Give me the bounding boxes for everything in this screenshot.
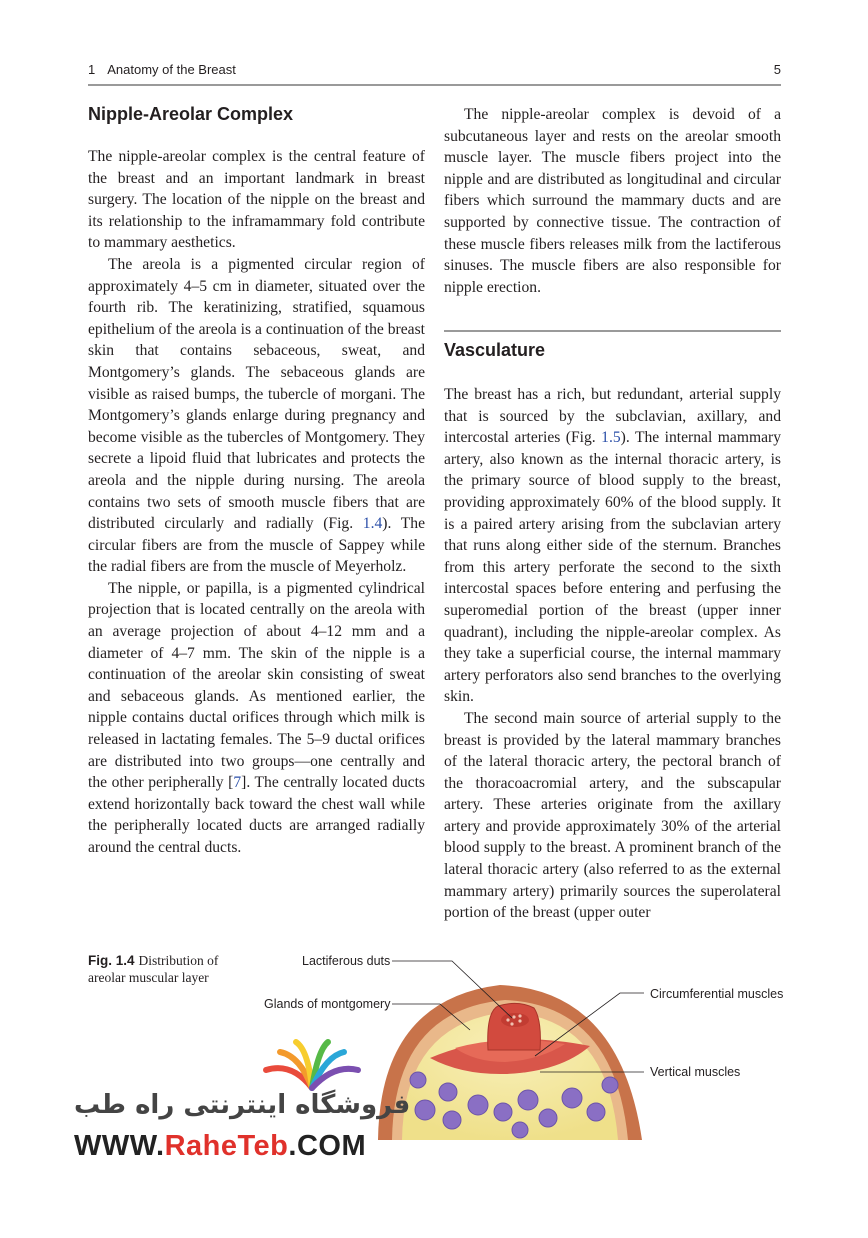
chapter-title: Anatomy of the Breast [107, 62, 236, 77]
paragraph: The nipple-areolar complex is devoid of a subcutaneous layer and rests on the areolar smooth muscle layer. The muscle fibers project into the nipple and are distributed as longitudinal and circular fibers which surround the mammary ducts and are supported by connective tissue. The contraction of these muscle fibers releases milk from the lactiferous sinuses. The muscle fibers are also responsible for nipple erection. [444, 106, 781, 296]
section-heading-nipple-areolar: Nipple-Areolar Complex [88, 104, 294, 124]
figure-reference-link[interactable]: 1.5 [601, 429, 621, 447]
watermark-persian-text: فروشگاه اینترنتی راه طب [74, 1090, 411, 1120]
label-vertical-muscles: Vertical muscles [650, 1065, 741, 1079]
paragraph: The second main source of arterial supply to the breast is provided by the lateral mammary branches of the lateral thoracic artery, the pectoral branch of the thoracoacromial artery, and the subscapular artery. These arteries originate from the axillary artery and provide approximately 30% of the arterial blood supply to the breast. A prominent branch of the lateral thoracic artery (also referred to as the external mammary artery) primarily sources the superolateral portion of the breast (upper outer [444, 709, 781, 922]
watermark-url[interactable]: WWW.RaheTeb.COM [74, 1130, 367, 1162]
paragraph: The nipple, or papilla, is a pigmented cylindrical projection that is located centrally on the areola with an average projection of about 4–12 mm and a diameter of 4–7 mm. The skin of the nipple is a continuation of the areolar skin consisting of sweat and sebaceous glands. As mentioned earlier, the nipple contains ductal orifices through which milk is released in lactating females. The 5–9 ductal orifices are distributed into two groups—one centrally and the other peripherally [7]. The centrally located ducts extend horizontally back toward the chest wall while the peripherally located ducts are arranged radially around the central ducts. [88, 579, 425, 856]
label-glands-of-montgomery: Glands of montgomery [264, 997, 391, 1011]
figure-number: Fig. 1.4 [88, 953, 135, 968]
paragraph: The nipple-areolar complex is the central feature of the breast and an important landmark in breast surgery. The location of the nipple on the breast and its relationship to the inframammary fold contribute to mammary aesthetics. [88, 148, 425, 252]
paragraph: The breast has a rich, but redundant, arterial supply that is sourced by the subclavian, axillary, and intercostal arteries (Fig. 1.5). The internal mammary artery, also known as the internal thoracic artery, is the primary source of blood supply to the breast, providing approximately 60% of the blood supply. It is a paired artery arising from the subclavian artery that runs along either side of the sternum. Branches from this artery perforate the second to the sixth intercostal spaces before entering and perfusing the superomedial portion of the breast (upper inner quadrant), including the nipple-areolar complex. As they take a superficial course, the internal mammary artery perforators also send branches to the overlying skin. [444, 386, 781, 706]
page-number: 5 [773, 62, 781, 77]
label-lactiferous-ducts: Lactiferous duts [302, 954, 391, 968]
paragraph: The areola is a pigmented circular region of approximately 4–5 cm in diameter, situated over the fourth rib. The keratinizing, stratified, squamous epithelium of the areola is a continuation of the breast skin that contains sebaceous, sweat, and Montgomery’s glands. The sebaceous glands are visible as raised bumps, the tubercle of morgani. The Montgomery’s glands enlarge during pregnancy and become visible as the tubercles of Montgomery. They secrete a lipoid fluid that lubricates and protects the areola and the nipple during nursing. The areola contains two sets of smooth muscle fibers that are distributed circularly and radially (Fig. 1.4). The circular fibers are from the muscle of Sappey while the radial fibers are from the muscle of Meyerholz. [88, 255, 426, 576]
citation-link[interactable]: 7 [233, 774, 242, 792]
figure-reference-link[interactable]: 1.4 [362, 515, 383, 533]
section-heading-vasculature: Vasculature [444, 340, 546, 360]
figure-caption-text: Distribution of areolar muscular layer [88, 953, 219, 985]
label-circumferential-muscles: Circumferential muscles [650, 987, 784, 1001]
chapter-number: 1 [88, 62, 96, 77]
